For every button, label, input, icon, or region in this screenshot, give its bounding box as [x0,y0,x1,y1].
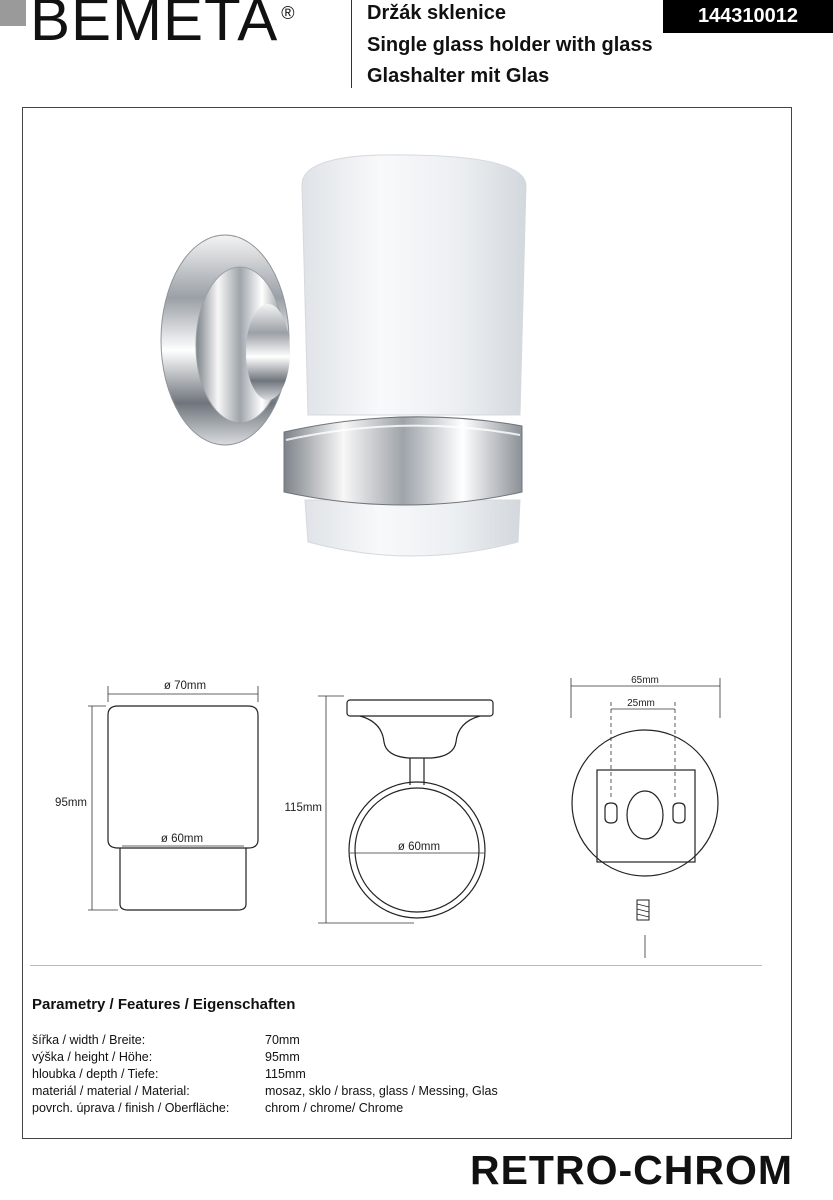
glass-width-label: ø 70mm [163,680,207,692]
spec-value: 70mm [265,1033,300,1047]
spec-value: 95mm [265,1050,300,1064]
spec-value: chrom / chrome/ Chrome [265,1101,404,1115]
glass-dimension-lines [88,686,258,910]
series-title: RETRO-CHROM [469,1147,793,1193]
base-width-label: 65mm [631,675,659,686]
ring-diameter-label: ø 60mm [397,841,441,853]
product-code: 144310012 [663,0,833,33]
spec-value: mosaz, sklo / brass, glass / Messing, Glas [265,1084,498,1098]
brand-logo [30,0,296,53]
logo-square [0,0,26,26]
spec-label: šířka / width / Breite: [32,1033,146,1047]
features-title: Parametry / Features / Eigenschaften [32,996,296,1013]
spec-row-finish [32,1101,403,1115]
spec-row-depth [32,1067,306,1081]
depth-label: 115mm [284,802,322,814]
technical-drawing [30,660,790,960]
spec-label: hloubka / depth / Tiefe: [32,1067,159,1081]
spec-label: povrch. úprava / finish / Oberfläche: [32,1101,230,1115]
holder-side-view [347,700,493,918]
spec-row-height [32,1050,300,1064]
spec-row-material [32,1084,498,1098]
product-photo [150,140,550,580]
glass-height-label: 95mm [55,797,87,809]
hole-spacing-label: 25mm [627,698,655,709]
glass-bottom-label: ø 60mm [160,833,204,845]
header-divider [351,0,352,88]
glass-side-view [108,706,258,910]
spec-row-width [32,1033,300,1047]
title-german: Glashalter mit Glas [367,65,550,87]
registered-mark: ® [281,3,296,23]
section-divider [30,965,762,966]
spec-label: výška / height / Höhe: [32,1050,153,1064]
title-english: Single glass holder with glass [367,34,653,56]
brand-name: BEMETA [30,0,279,53]
base-front-view [572,730,718,920]
spec-value: 115mm [265,1067,306,1081]
spec-label: materiál / material / Material: [32,1084,190,1098]
title-czech: Držák sklenice [367,2,506,24]
